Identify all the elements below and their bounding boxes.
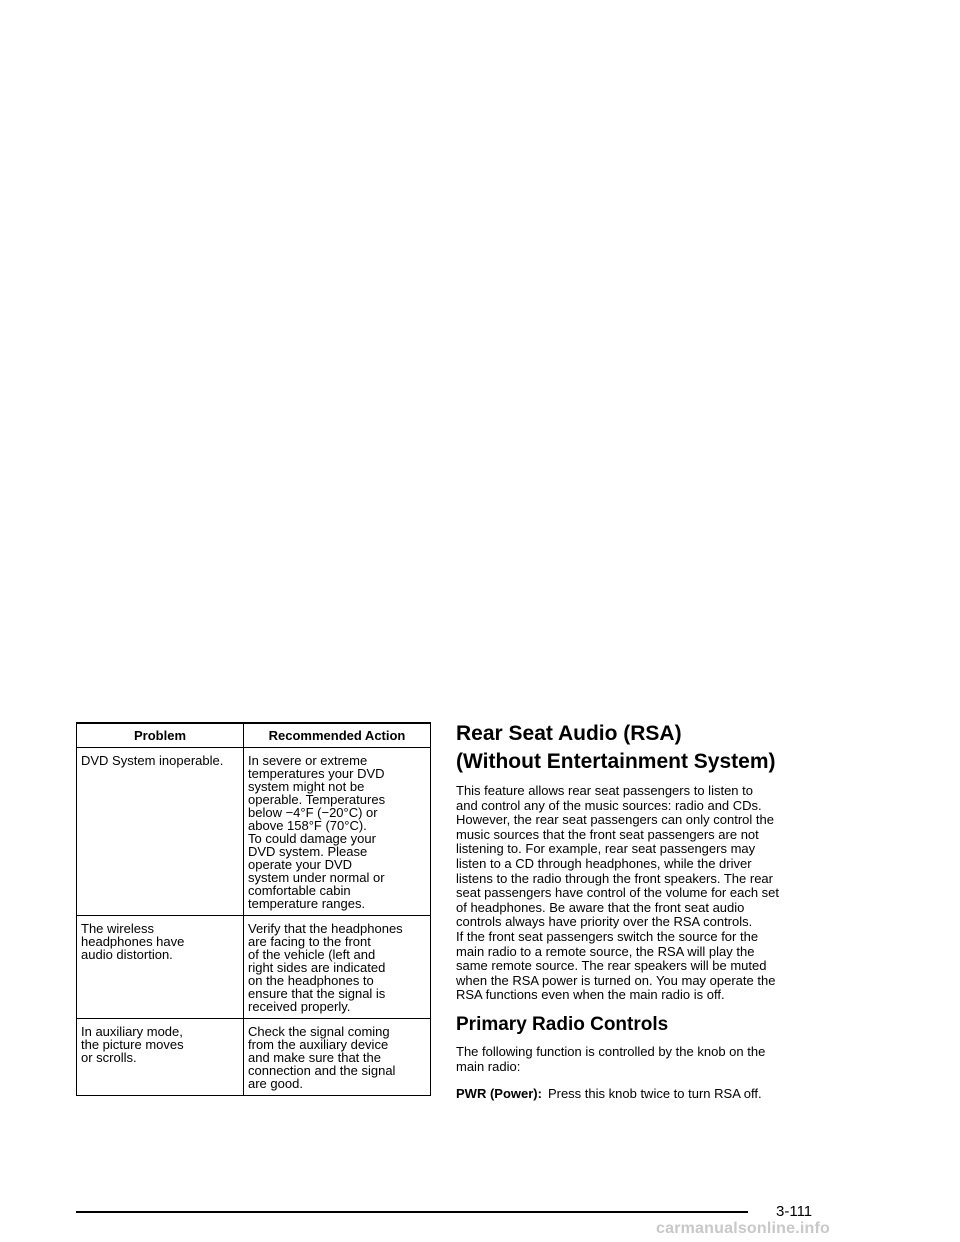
page-number: 3-111 (776, 1203, 813, 1220)
watermark: carmanualsonline.info (656, 1220, 831, 1237)
footer-rule (76, 1211, 748, 1213)
action-cell: Check the signal coming from the auxiliary device and make sure that the connection and the signal are good. (244, 1019, 431, 1096)
action-cell: In severe or extreme temperatures your DVD system might not be operable. Temperatures below −4°F (−20°C) or above 158°F (70°C). To could damage your DVD system. Please operate your DVD system under normal or comfortable cabin temperature ranges. (244, 748, 431, 916)
troubleshooting-table (76, 722, 431, 1096)
problem-header: Problem (77, 723, 244, 748)
rsa-body: This feature allows rear seat passengers to listen to and control any of the music sources: radio and CDs. However, the rear seat passengers can only control the music sources that the front seat passengers are not listening to. For example, rear seat passengers may listen to a CD through headphones, while the driver listens to the radio through the front speakers. The rear seat passengers have control of the volume for each set of headphones. Be aware that the front seat audio controls always have priority over the RSA controls. If the front seat passengers switch the source for the main radio to a remote source, the RSA will play the same remote source. The rear speakers will be muted when the RSA power is turned on. You may operate the RSA functions even when the main radio is off. (456, 783, 780, 1003)
primary-controls-body: The following function is controlled by the knob on the main radio: (456, 1043, 766, 1074)
problem-cell: The wireless headphones have audio distortion. (77, 916, 244, 1019)
table-row (77, 1019, 431, 1096)
table-row (77, 916, 431, 1019)
table-header-row (77, 723, 431, 748)
rsa-heading: Rear Seat Audio (RSA) (Without Entertainment System) (456, 722, 776, 773)
action-header: Recommended Action (244, 723, 431, 748)
problem-cell: DVD System inoperable. (77, 748, 244, 916)
primary-controls-heading: Primary Radio Controls (456, 1013, 669, 1035)
table-row (77, 748, 431, 916)
rsa-section (456, 720, 811, 1101)
pwr-label: PWR (Power): (456, 1086, 542, 1102)
action-cell: Verify that the headphones are facing to the front of the vehicle (left and right sides are indicated on the headphones to ensure that the signal is received properly. (244, 916, 431, 1019)
problem-cell: In auxiliary mode, the picture moves or scrolls. (77, 1019, 244, 1096)
pwr-item (456, 1086, 811, 1101)
pwr-text: Press this knob twice to turn RSA off. (547, 1086, 762, 1102)
